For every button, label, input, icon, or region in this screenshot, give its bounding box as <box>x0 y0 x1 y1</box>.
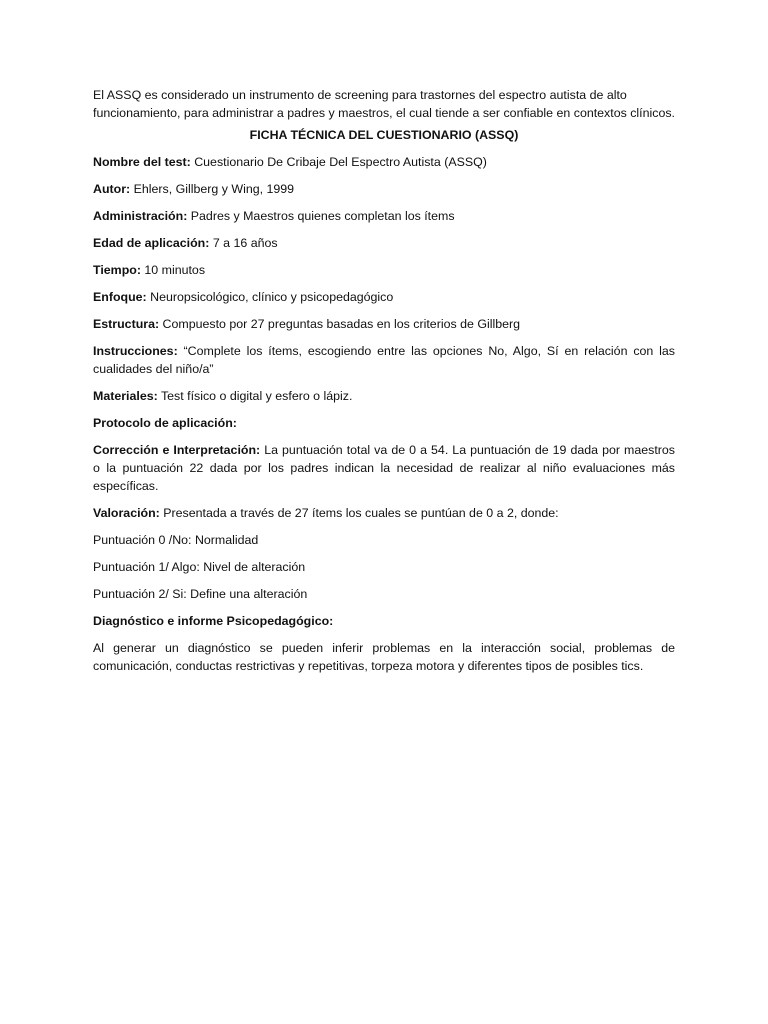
field-label: Administración: <box>93 209 188 223</box>
field-materiales <box>93 387 675 405</box>
field-nombre <box>93 153 675 171</box>
field-value: 7 a 16 años <box>209 236 278 250</box>
field-label: Nombre del test: <box>93 155 191 169</box>
field-edad <box>93 234 675 252</box>
field-correccion <box>93 441 675 495</box>
field-label: Valoración: <box>93 506 160 520</box>
field-label: Materiales: <box>93 389 158 403</box>
field-value: Test físico o digital y esfero o lápiz. <box>157 389 353 403</box>
diagnostico-paragraph: Al generar un diagnóstico se pueden inferir problemas en la interacción social, problemas de comunicación, conductas restrictivas y repetitivas, torpeza motora y diferentes tipos de posibles tics. <box>93 641 675 673</box>
field-value: Presentada a través de 27 ítems los cuales se puntúan de 0 a 2, donde: <box>159 506 559 520</box>
field-label: Estructura: <box>93 317 160 331</box>
field-label: Instrucciones: <box>93 344 178 358</box>
field-value: Ehlers, Gillberg y Wing, 1999 <box>130 182 295 196</box>
document-title: FICHA TÉCNICA DEL CUESTIONARIO (ASSQ) <box>249 128 519 142</box>
field-autor <box>93 180 675 198</box>
field-tiempo <box>93 261 675 279</box>
field-estructura <box>93 315 675 333</box>
field-value: Compuesto por 27 preguntas basadas en los criterios de Gillberg <box>159 317 521 331</box>
diagnostico-heading: Diagnóstico e informe Psicopedagógico: <box>93 614 334 628</box>
field-label: Enfoque: <box>93 290 147 304</box>
field-administracion <box>93 207 675 225</box>
field-enfoque <box>93 288 675 306</box>
puntuacion-item: Puntuación 1/ Algo: Nivel de alteración <box>93 560 306 574</box>
field-value: Neuropsicológico, clínico y psicopedagógico <box>146 290 394 304</box>
intro-paragraph: El ASSQ es considerado un instrumento de screening para trastornes del espectro autista de alto funcionamiento, para administrar a padres y maestros, el cual tiende a ser confiable en contextos clínicos. <box>93 88 675 120</box>
document-page <box>93 86 675 675</box>
field-label: Autor: <box>93 182 131 196</box>
field-label: Tiempo: <box>93 263 141 277</box>
field-label: Edad de aplicación: <box>93 236 210 250</box>
puntuacion-item: Puntuación 2/ Si: Define una alteración <box>93 587 308 601</box>
field-value: La puntuación total va de 0 a 54. La puntuación de 19 dada por maestros o la puntuación 22 dada por los padres indican la necesidad de realizar al niño evaluaciones más específicas. <box>93 443 676 493</box>
field-value: Padres y Maestros quienes completan los ítems <box>187 209 455 223</box>
field-label: Corrección e Interpretación: <box>93 443 261 457</box>
field-valoracion <box>93 504 675 522</box>
field-value: “Complete los ítems, escogiendo entre las opciones No, Algo, Sí en relación con las cualidades del niño/a” <box>93 344 675 376</box>
protocolo-heading: Protocolo de aplicación: <box>93 416 237 430</box>
field-value: Cuestionario De Cribaje Del Espectro Autista (ASSQ) <box>190 155 487 169</box>
field-instrucciones <box>93 342 675 378</box>
puntuacion-item: Puntuación 0 /No: Normalidad <box>93 533 259 547</box>
field-value: 10 minutos <box>140 263 206 277</box>
